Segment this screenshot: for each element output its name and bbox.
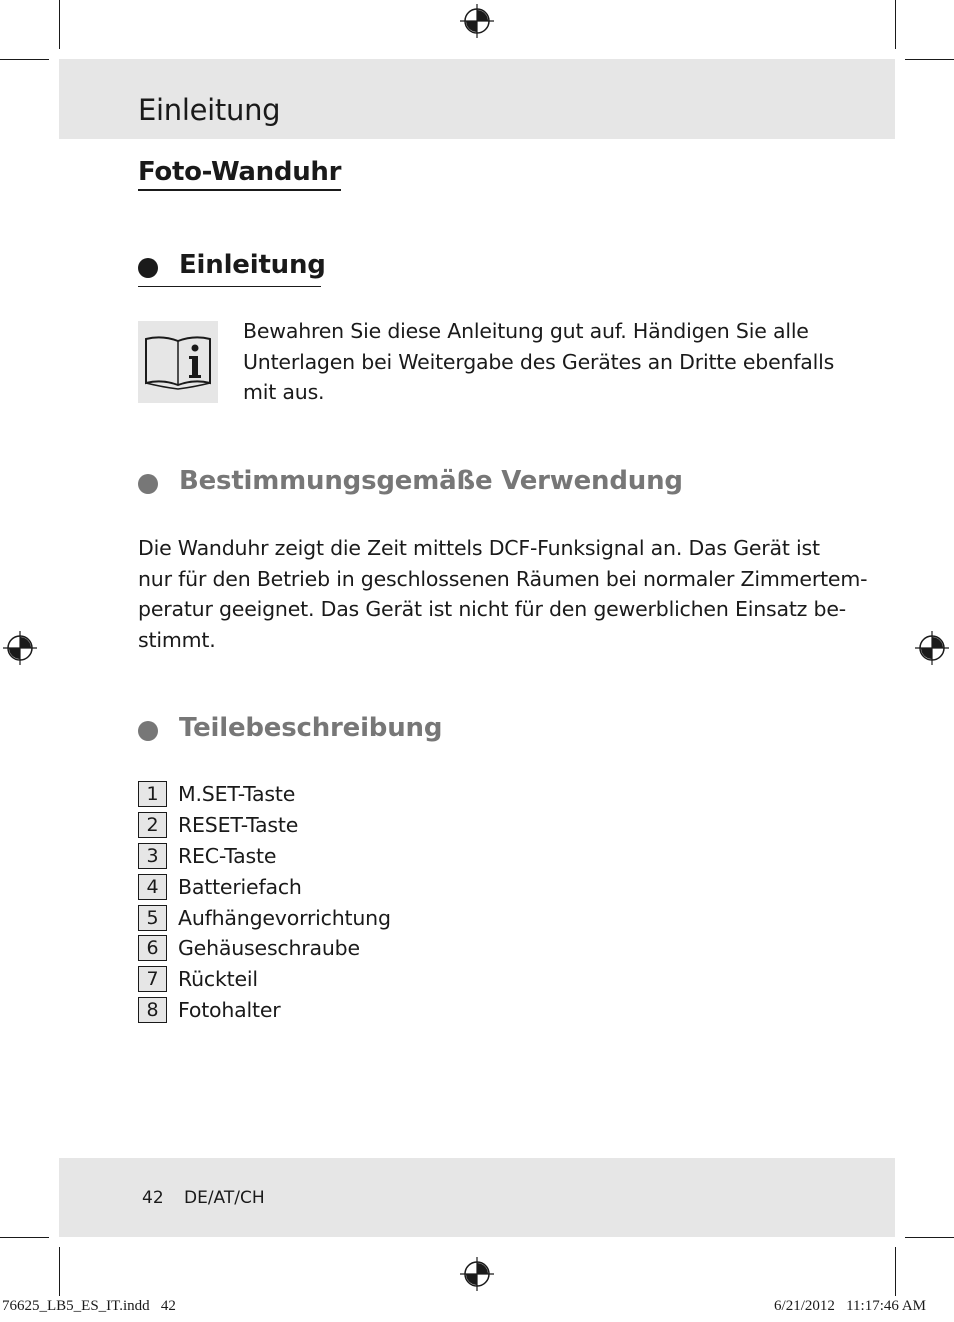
part-label: Batteriefach xyxy=(178,874,302,899)
info-box xyxy=(138,321,218,403)
part-label: Gehäuseschraube xyxy=(178,936,360,961)
registration-mark-icon xyxy=(915,631,949,665)
section-heading-underline xyxy=(138,286,321,287)
text-line: Bewahren Sie diese Anleitung gut auf. Händigen Sie alle xyxy=(243,319,809,343)
crop-mark xyxy=(0,1237,49,1238)
text-line: peratur geeignet. Das Gerät ist nicht für den gewerblichen Einsatz be- xyxy=(138,597,846,622)
section-heading-intro xyxy=(138,252,338,289)
part-number-box: 3 xyxy=(138,843,167,869)
part-number-box: 2 xyxy=(138,812,167,838)
part-label: Aufhängevorrichtung xyxy=(178,905,391,930)
part-number-box: 5 xyxy=(138,905,167,931)
crop-mark xyxy=(59,0,60,49)
text-line: Unterlagen bei Weitergabe des Gerätes an Dritte ebenfalls xyxy=(243,349,835,374)
section-heading-text: Teilebeschreibung xyxy=(179,713,443,743)
text-line: mit aus. xyxy=(243,380,325,405)
text-line: stimmt. xyxy=(138,628,216,653)
part-label: Fotohalter xyxy=(178,998,281,1023)
text-line: Die Wanduhr zeigt die Zeit mittels DCF-Funksignal an. Das Gerät ist xyxy=(138,536,820,560)
crop-mark xyxy=(905,59,954,60)
intended-use-paragraph xyxy=(138,533,867,656)
part-number-box: 8 xyxy=(138,997,167,1023)
slug-timestamp: 6/21/2012 11:17:46 AM xyxy=(774,1298,926,1314)
section-heading-text: Einleitung xyxy=(179,250,326,280)
crop-mark xyxy=(59,1247,60,1296)
book-info-icon xyxy=(138,321,218,403)
registration-mark-icon xyxy=(460,4,494,38)
part-number-box: 1 xyxy=(138,781,167,807)
bullet-icon xyxy=(138,721,158,741)
bullet-icon xyxy=(138,258,158,278)
part-number-box: 6 xyxy=(138,935,167,961)
page-number: 42 xyxy=(142,1188,164,1208)
part-number-box: 4 xyxy=(138,874,167,900)
registration-mark-icon xyxy=(3,631,37,665)
part-label: REC-Taste xyxy=(178,843,277,868)
slug-filename: 76625_LB5_ES_IT.indd 42 xyxy=(2,1298,176,1314)
text-line: nur für den Betrieb in geschlossenen Räumen bei normaler Zimmertem- xyxy=(138,566,868,591)
registration-mark-icon xyxy=(460,1257,494,1291)
crop-mark xyxy=(905,1237,954,1238)
section-heading-parts xyxy=(138,715,538,751)
section-heading-text: Bestimmungsgemäße Verwendung xyxy=(179,466,683,496)
document-title: Foto-Wanduhr xyxy=(138,157,341,191)
running-header-title: Einleitung xyxy=(138,93,281,127)
section-heading-intended-use xyxy=(138,468,738,504)
part-label: Rückteil xyxy=(178,967,258,992)
bullet-icon xyxy=(138,474,158,494)
crop-mark xyxy=(0,59,49,60)
part-label: RESET-Taste xyxy=(178,812,299,837)
crop-mark xyxy=(895,0,896,49)
part-label: M.SET-Taste xyxy=(178,782,296,806)
crop-mark xyxy=(895,1247,896,1296)
intro-paragraph xyxy=(243,316,834,408)
part-number-box: 7 xyxy=(138,966,167,992)
region-label: DE/AT/CH xyxy=(184,1188,265,1208)
